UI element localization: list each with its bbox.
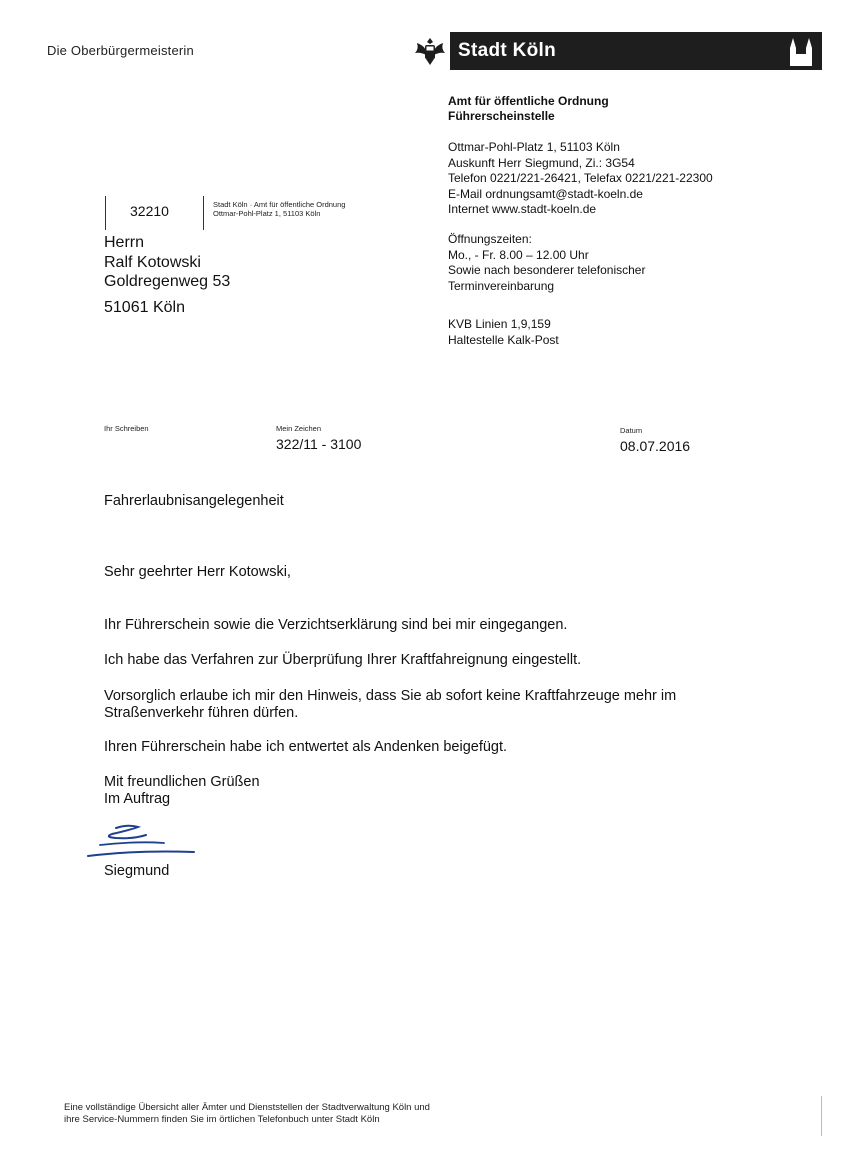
hours-label: Öffnungszeiten: [448,232,532,246]
website: Internet www.stadt-koeln.de [448,202,597,216]
paragraph: Ihr Führerschein sowie die Verzichtserklärung sind bei mir eingegangen. [104,617,568,633]
recipient-salutation: Herrn [104,234,145,251]
footer-line: Eine vollständige Übersicht aller Ämter und Dienststellen der Stadtverwaltung Köln und [64,1102,430,1113]
date-label: Datum [620,426,643,435]
email: E-Mail ordnungsamt@stadt-koeln.de [448,186,643,201]
footer-line: ihre Service-Nummern finden Sie im örtlichen Telefonbuch unter Stadt Köln [64,1114,380,1125]
your-letter-label: Ihr Schreiben [104,424,149,433]
fold-mark [821,1096,822,1136]
city-logo [410,32,822,70]
unit-name: Führerscheinstelle [448,109,555,123]
hours-line: Terminvereinbarung [448,278,555,293]
office-title: Die Oberbürgermeisterin [47,43,194,58]
cathedral-icon [788,36,814,66]
paragraph: Ich habe das Verfahren zur Überprüfung Ihrer Kraftfahreignung eingestellt. [104,652,582,668]
signer-name: Siegmund [104,863,170,879]
transit-info [448,317,559,348]
hours-line: Mo., - Fr. 8.00 – 12.00 Uhr [448,247,589,262]
closing [104,774,260,808]
hours-line: Sowie nach besonderer telefonischer [448,263,646,277]
recipient-city: 51061 Köln [104,298,185,316]
subject: Fahrerlaubnisangelegenheit [104,493,284,509]
opening-hours [448,232,645,294]
recipient-address [104,233,230,317]
phone-fax: Telefon 0221/221-26421, Telefax 0221/221-22300 [448,171,713,185]
transit-stop: Haltestelle Kalk-Post [448,332,559,347]
contact-person: Auskunft Herr Siegmund, Zi.: 3G54 [448,155,635,170]
date-value: 08.07.2016 [620,438,691,454]
paragraph: Ihren Führerschein habe ich entwertet als Andenken beigefügt. [104,739,508,755]
department-name: Amt für öffentliche Ordnung [448,94,609,108]
sender-contact [448,140,713,218]
cologne-eagle-coat-of-arms-icon [410,32,450,70]
logo-text: Stadt Köln [458,40,556,61]
my-ref-value: 322/11 - 3100 [276,436,362,452]
closing-on-behalf: Im Auftrag [104,791,171,807]
recipient-name: Ralf Kotowski [104,253,201,271]
salutation: Sehr geehrter Herr Kotowski, [104,564,291,580]
sender-department [448,94,609,124]
return-address-line: Ottmar-Pohl-Platz 1, 51103 Köln [213,209,321,218]
my-ref-label: Mein Zeichen [276,424,322,433]
sender-address: Ottmar-Pohl-Platz 1, 51103 Köln [448,140,620,154]
return-address-line: Stadt Köln · Amt für öffentliche Ordnung [213,200,346,209]
closing-greeting: Mit freundlichen Grüßen [104,774,260,790]
recipient-street: Goldregenweg 53 [104,273,231,290]
footer-note [64,1102,430,1126]
handwritten-signature [86,822,201,860]
ref-code: 32210 [130,203,169,219]
paragraph: Vorsorglich erlaube ich mir den Hinweis, dass Sie ab sofort keine Kraftfahrzeuge mehr im Straßenverkehr führen dürfen. [104,688,677,721]
return-address [213,200,345,218]
transit-lines: KVB Linien 1,9,159 [448,317,551,331]
